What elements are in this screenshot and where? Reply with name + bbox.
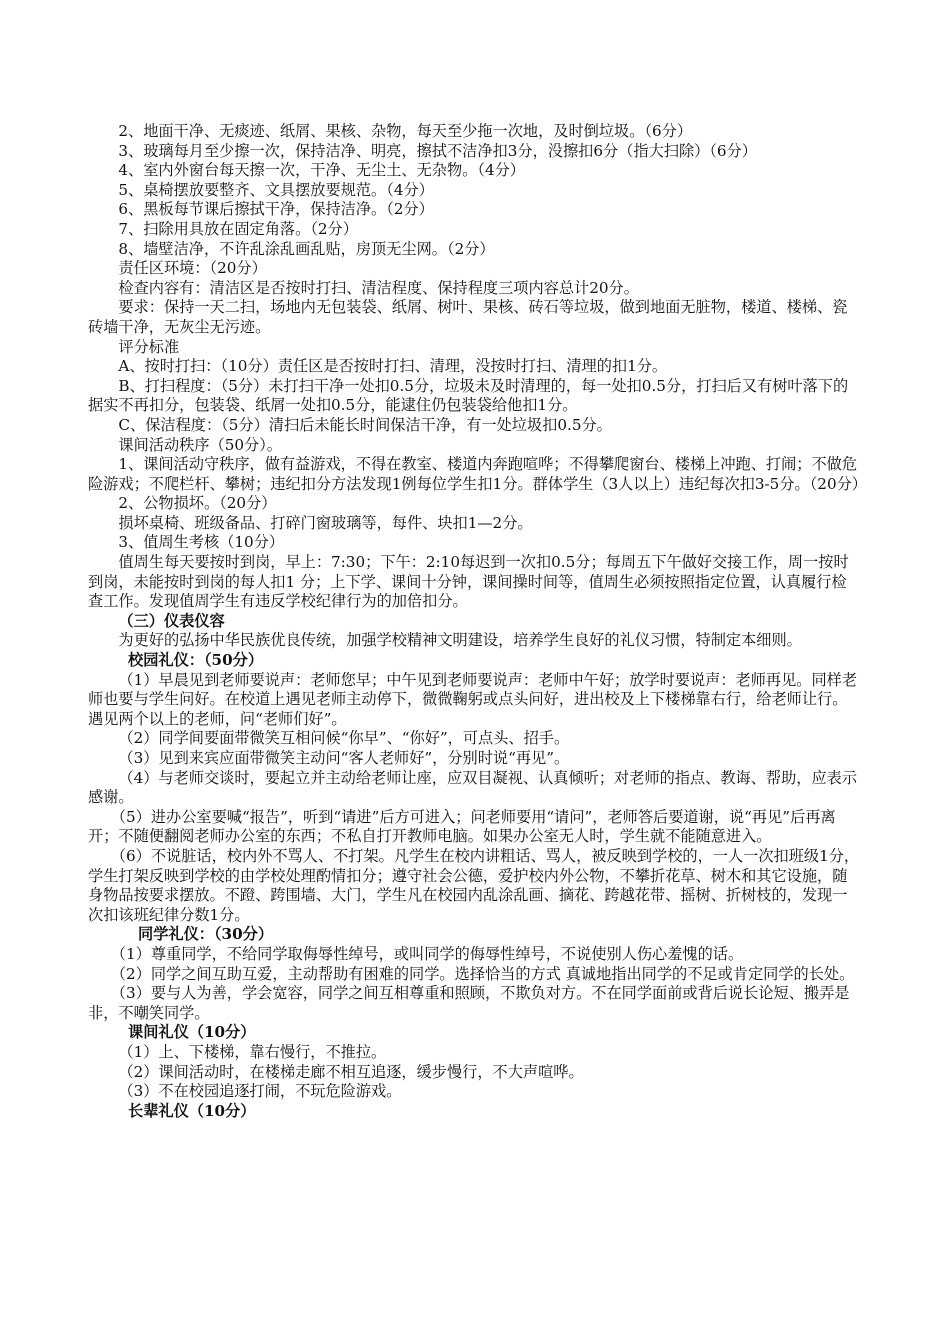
section-label-responsibility-area: 责任区环境：（20分）	[118, 259, 267, 278]
section-heading-appearance: （三）仪表仪容	[118, 611, 225, 630]
section-heading-break-etiquette: 课间礼仪（10分）	[128, 1023, 256, 1042]
paragraph-rule-2: 2、地面干净、无痰迹、纸屑、果核、杂物，每天至少拖一次地，及时倒垃圾。（6分）	[118, 122, 693, 140]
paragraph-inspection-content: 检查内容有：清洁区是否按时打扫、清洁程度、保持程度三项内容总计20分。	[118, 278, 639, 297]
paragraph-requirements: 要求：保持一天二扫，场地内无包装袋、纸屑、树叶、果核、砖石等垃圾，做到地面无脏物，楼道、楼梯、瓷砖墙干净，无灰尘无污迹。	[88, 298, 848, 336]
paragraph-rule-8: 8、墙壁洁净，不许乱涂乱画乱贴，房顶无尘网。（2分）	[118, 239, 495, 258]
paragraph-appearance-intro: 为更好的弘扬中华民族优良传统，加强学校精神文明建设，培养学生良好的礼仪习惯，特制定本细则。	[118, 631, 802, 650]
paragraph-rule-4: 4、室内外窗台每天擦一次，干净、无尘土、无杂物。（4分）	[118, 161, 525, 180]
paragraph-scoring-c: C、保洁程度：（5分）清扫后未能长时间保洁干净，有一处垃圾扣0.5分。	[118, 415, 612, 434]
paragraph-classmate-2: （2）同学之间互助互爱，主动帮助有困难的同学。选择恰当的方式 真诚地指出同学的不足或肯定同学的长处。	[110, 964, 855, 983]
paragraph-break-order-2: 2、公物损坏。（20分）	[118, 494, 277, 513]
paragraph-campus-2: （2）同学间要面带微笑互相问候“你早”、“你好”，可点头、招手。	[118, 729, 570, 748]
paragraph-rule-3: 3、玻璃每月至少擦一次，保持洁净、明亮，擦拭不洁净扣3分，没擦扣6分（指大扫除）（6分）	[118, 141, 757, 160]
paragraph-campus-4: （4）与老师交谈时，要起立并主动给老师让座，应双目凝视、认真倾听；对老师的指点、教诲、帮助，应表示感谢。	[88, 768, 858, 807]
paragraph-campus-5: （5）进办公室要喊“报告”，听到“请进”后方可进入；问老师要用“请问”，老师答后要道谢，说“再见”后再离开；不随便翻阅老师办公室的东西；不私自打开教师电脑。如果办公室无人时，学生就不能随意进入。	[88, 807, 836, 846]
paragraph-break-order-3: 3、值周生考核（10分）	[118, 533, 285, 552]
paragraph-scoring-a: A、按时打扫：（10分）责任区是否按时打扫、清理，没按时打扫、清理的扣1分。	[118, 357, 668, 376]
section-heading-elder-etiquette: 长辈礼仪（10分）	[128, 1101, 256, 1120]
paragraph-classmate-3: （3）要与人为善，学会宽容，同学之间互相尊重和照顾，不欺负对方。不在同学面前或背后说长论短、搬弄是非，不嘲笑同学。	[88, 984, 850, 1022]
paragraph-classmate-1: （1）尊重同学，不给同学取侮辱性绰号，或叫同学的侮辱性绰号，不说使别人伤心羞愧的话。	[110, 944, 744, 963]
paragraph-rule-7: 7、扫除用具放在固定角落。（2分）	[118, 219, 358, 238]
paragraph-scoring-b: B、打扫程度：（5分）未打扫干净一处扣0.5分，垃圾未及时清理的，每一处扣0.5分，打扫后又有树叶落下的据实不再扣分，包装袋、纸屑一处扣0.5分，能逮住仍包装袋给他扣1分。	[88, 376, 849, 415]
paragraph-rule-6: 6、黑板每节课后擦拭干净，保持洁净。（2分）	[118, 200, 434, 219]
document-body	[88, 122, 867, 1121]
paragraph-duty-student: 值周生每天要按时到岗，早上：7:30；下午：2:10每迟到一次扣0.5分；每周五下午做好交接工作，周一按时到岗，未能按时到岗的每人扣1 分；上下学、课间十分钟，课间操时间等，值周生必须按照指定位置，认真履行检查工作。发现值周学生有违反学校纪律行为的加倍扣分。	[88, 553, 849, 611]
paragraph-campus-1: （1）早晨见到老师要说声：老师您早；中午见到老师要说声：老师中午好；放学时要说声：老师再见。同样老师也要与学生问好。在校道上遇见老师主动停下，微微鞠躬或点头问好，进出校及上下楼梯靠右行，给老师让行。遇见两个以上的老师，问“老师们好”。	[88, 670, 858, 728]
section-label-scoring-standard: 评分标准	[118, 337, 180, 356]
paragraph-damage-deduction: 损坏桌椅、班级备品、打碎门窗玻璃等，每件、块扣1—2分。	[118, 513, 533, 532]
section-label-break-order: 课间活动秩序（50分）。	[118, 435, 282, 454]
paragraph-campus-6: （6）不说脏话，校内外不骂人、不打架。凡学生在校内讲粗话、骂人，被反映到学校的，一人一次扣班级1分，学生打架反映到学校的由学校处理酌情扣分；遵守社会公德，爱护校内外公物，不攀折花草、树木和其它设施，随身物品按要求摆放。不蹬、跨围墙、大门，学生凡在校园内乱涂乱画、摘花、跨越花带、摇树、折树枝的，发现一次扣该班纪律分数1分。	[88, 846, 860, 924]
section-heading-campus-etiquette: 校园礼仪：（50分）	[128, 651, 264, 670]
paragraph-break-etiquette-3: （3）不在校园追逐打闹，不玩危险游戏。	[118, 1082, 402, 1101]
paragraph-break-etiquette-1: （1）上、下楼梯，靠右慢行，不推拉。	[118, 1042, 387, 1061]
paragraph-rule-5: 5、桌椅摆放要整齐、文具摆放要规范。（4分）	[118, 180, 434, 199]
paragraph-break-order-1: 1、课间活动守秩序，做有益游戏，不得在教室、楼道内奔跑喧哗；不得攀爬窗台、楼梯上冲跑、打闹；不做危险游戏；不爬栏杆、攀树；违纪扣分方法发现1例每位学生扣1分。群体学生（3人以上）违纪每次扣3-5分。（20分）	[88, 455, 867, 493]
paragraph-break-etiquette-2: （2）课间活动时，在楼梯走廊不相互追逐，缓步慢行，不大声喧哗。	[118, 1062, 584, 1081]
section-heading-classmate-etiquette: 同学礼仪：（30分）	[138, 925, 274, 944]
paragraph-campus-3: （3）见到来宾应面带微笑主动问“客人老师好”，分别时说“再见”。	[118, 749, 570, 767]
